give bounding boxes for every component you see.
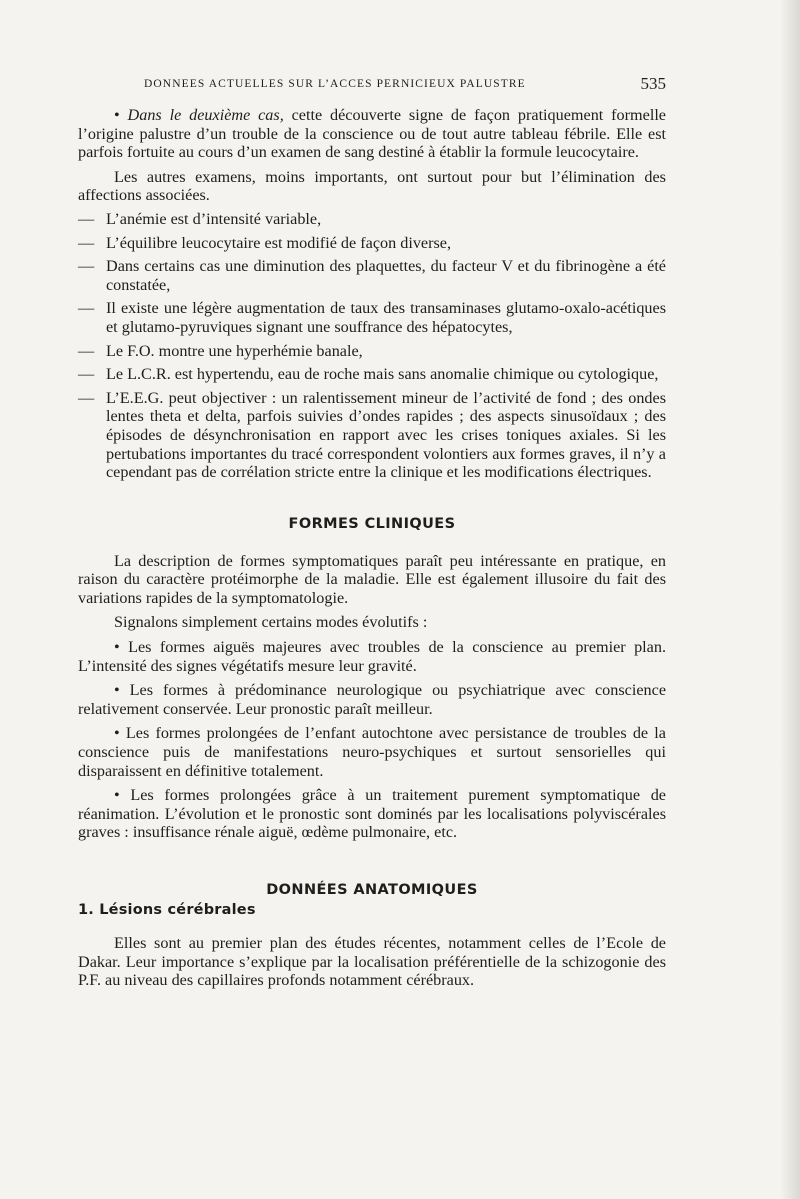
bullet-mark: • xyxy=(114,786,120,805)
exam-item xyxy=(78,257,666,294)
dash-mark: — xyxy=(78,299,95,318)
formes-bullet-text: Les formes à prédominance neurologique ou psychiatrique avec conscience relativement conservée. Leur pronostic paraît meilleur. xyxy=(78,681,666,718)
formes-bullet-item xyxy=(78,724,666,780)
formes-bullet-item xyxy=(78,638,666,675)
dash-mark: — xyxy=(78,365,95,384)
exam-item xyxy=(78,389,666,482)
exam-list xyxy=(78,210,666,482)
subsection-heading: 1. Lésions cérébrales xyxy=(78,902,256,918)
running-title: DONNEES ACTUELLES SUR L’ACCES PERNICIEUX PALUSTRE xyxy=(144,78,526,90)
italic-lead: Dans le deuxième cas, xyxy=(127,106,284,124)
exam-item xyxy=(78,234,666,253)
formes-bullet-item xyxy=(78,681,666,718)
intro-paragraph-1 xyxy=(78,106,666,162)
bullet-mark: • xyxy=(114,681,120,700)
formes-bullet-item xyxy=(78,786,666,842)
page-edge-shadow xyxy=(780,0,800,1199)
exam-item-text: Il existe une légère augmentation de taux des transaminases glutamo-oxalo-acétiques et glutamo-pyruviques signant une souffrance des hépatocytes, xyxy=(106,299,666,336)
intro-paragraph-1-text: cette découverte signe de façon pratiquement formelle l’origine palustre d’un trouble de la conscience ou de tout autre tableau fébrile. Elle est parfois fortuite au cours d’un examen de sang destiné à établir la formule leucocytaire. xyxy=(78,106,666,162)
exam-item xyxy=(78,365,666,384)
section-heading-formes: FORMES CLINIQUES xyxy=(288,515,456,532)
dash-mark: — xyxy=(78,209,95,228)
bullet-mark: • xyxy=(114,106,120,124)
exam-item xyxy=(78,299,666,336)
formes-bullet-text: Les formes prolongées de l’enfant autochtone avec persistance de troubles de la conscience puis de manifestations neuro-psychiques et surtout sensorielles qui disparaissent en définitive totalement. xyxy=(78,724,666,780)
formes-paragraph-1: La description de formes symptomatiques paraît peu intéressante en pratique, en raison du caractère protéimorphe de la maladie. Elle est également illusoire du fait des variations rapides de la symptomatologie. xyxy=(78,551,666,607)
running-header xyxy=(78,70,666,98)
formes-bullet-text: Les formes aiguës majeures avec troubles de la conscience au premier plan. L’intensité des signes végétatifs mesure leur gravité. xyxy=(78,638,666,675)
dash-mark: — xyxy=(78,388,95,407)
page-content xyxy=(78,70,666,990)
bullet-mark: • xyxy=(114,724,120,743)
dash-mark: — xyxy=(78,233,95,252)
bullet-mark: • xyxy=(114,638,120,657)
formes-bullet-text: Les formes prolongées grâce à un traitement purement symptomatique de réanimation. L’évolution et le pronostic sont dominés par les localisations polyviscérales graves : insuffisance rénale aiguë, œdème pulmonaire, etc. xyxy=(78,786,666,842)
exam-item xyxy=(78,210,666,229)
intro-paragraph-2: Les autres examens, moins importants, ont surtout pour but l’élimination des affections associées. xyxy=(78,167,666,205)
dash-mark: — xyxy=(78,257,95,276)
exam-item-text: L’anémie est d’intensité variable, xyxy=(106,209,322,228)
exam-item-text: Le F.O. montre une hyperhémie banale, xyxy=(106,341,363,360)
dash-mark: — xyxy=(78,341,95,360)
exam-item-text: L’équilibre leucocytaire est modifié de façon diverse, xyxy=(106,233,452,252)
anatomiques-paragraph-1: Elles sont au premier plan des études récentes, notamment celles de l’Ecole de Dakar. Leur importance s’explique par la localisation préférentielle de la schizogonie des P.F. au niveau des capillaires profonds notamment cérébraux. xyxy=(78,934,666,990)
page-number: 535 xyxy=(640,74,666,93)
exam-item-text: Le L.C.R. est hypertendu, eau de roche mais sans anomalie chimique ou cytologique, xyxy=(106,365,659,384)
exam-item-text: L’E.E.G. peut objectiver : un ralentissement mineur de l’activité de fond ; des ondes lentes theta et delta, parfois suivies d’ondes rapides ; des aspects sinusoïdaux ; des épisodes de désynchronisation en rapport avec les crises toniques axiales. Si les pertubations importantes du tracé correspondent volontiers aux formes graves, il n’y a cependant pas de corrélation stricte entre la clinique et les modifications électriques. xyxy=(106,388,666,482)
section-heading-anatomiques: DONNÉES ANATOMIQUES xyxy=(266,882,478,898)
exam-item xyxy=(78,342,666,361)
formes-paragraph-2: Signalons simplement certains modes évolutifs : xyxy=(114,613,428,632)
exam-item-text: Dans certains cas une diminution des plaquettes, du facteur V et du fibrinogène a été constatée, xyxy=(106,257,666,294)
